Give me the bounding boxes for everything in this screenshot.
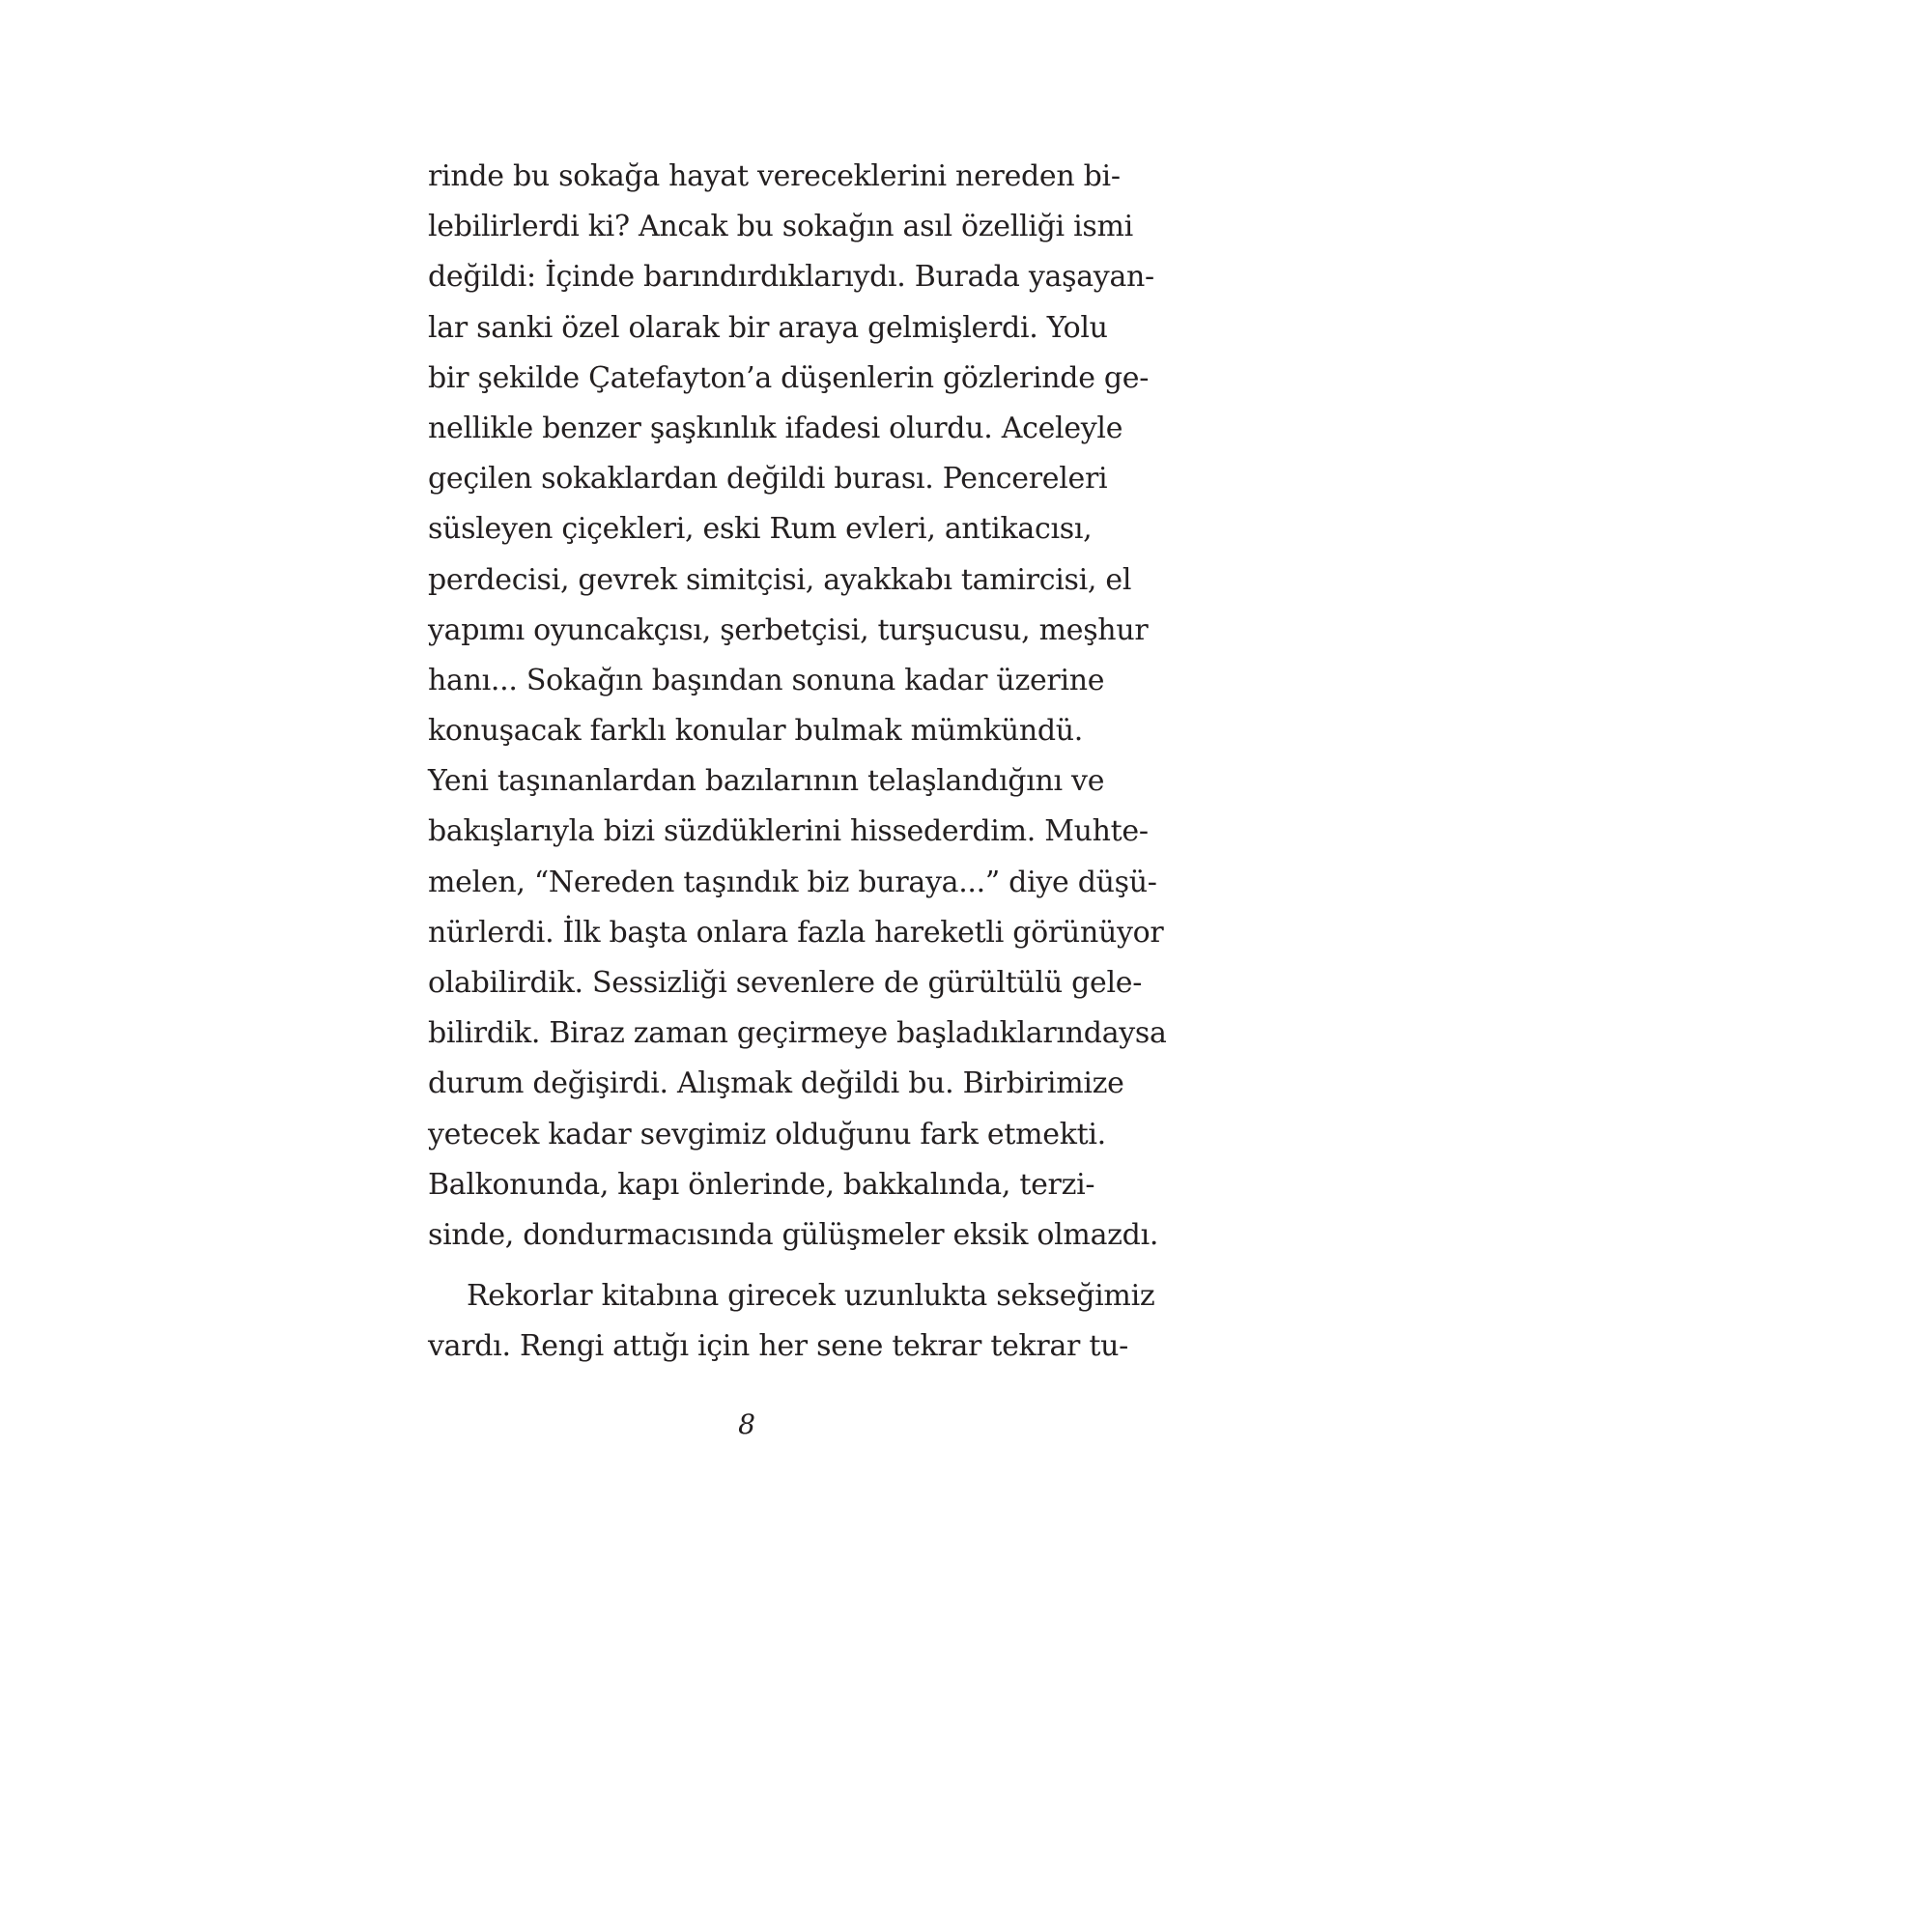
text-line: durum değişirdi. Alışmak değildi bu. Birbirimize bbox=[428, 1066, 1124, 1101]
text-line: nellikle benzer şaşkınlık ifadesi olurdu. Aceleyle bbox=[428, 411, 1123, 445]
text-line: lar sanki özel olarak bir araya gelmişlerdi. Yolu bbox=[428, 310, 1108, 345]
text-line: değildi: İçinde barındırdıklarıydı. Burada yaşayan- bbox=[428, 260, 1154, 295]
text-line: vardı. Rengi attığı için her sene tekrar tekrar tu- bbox=[428, 1329, 1128, 1364]
text-line: bilirdik. Biraz zaman geçirmeye başladıklarındaysa bbox=[428, 1016, 1167, 1051]
page-number: 8 bbox=[738, 1408, 755, 1440]
paragraph-break bbox=[428, 1261, 1065, 1271]
text-line: süsleyen çiçekleri, eski Rum evleri, antikacısı, bbox=[428, 512, 1093, 547]
text-line: Balkonunda, kapı önlerinde, bakkalında, terzi- bbox=[428, 1167, 1095, 1202]
text-line: melen, “Nereden taşındık biz buraya...” diye düşü- bbox=[428, 865, 1157, 899]
text-line: Rekorlar kitabına girecek uzunlukta sekseğimiz bbox=[467, 1279, 1155, 1314]
text-line: lebilirlerdi ki? Ancak bu sokağın asıl özelliği ismi bbox=[428, 210, 1133, 244]
text-line: bakışlarıyla bizi süzdüklerini hissederdim. Muhte- bbox=[428, 814, 1149, 849]
text-line: Yeni taşınanlardan bazılarının telaşlandığını ve bbox=[428, 764, 1105, 799]
text-line: yapımı oyuncakçısı, şerbetçisi, turşucusu, meşhur bbox=[428, 612, 1149, 647]
text-line: sinde, dondurmacısında gülüşmeler eksik olmazdı. bbox=[428, 1217, 1159, 1252]
text-line: hanı... Sokağın başından sonuna kadar üzerine bbox=[428, 663, 1105, 697]
text-line: nürlerdi. İlk başta onlara fazla hareketli görünüyor bbox=[428, 915, 1164, 950]
text-line: yetecek kadar sevgimiz olduğunu fark etmekti. bbox=[428, 1117, 1106, 1151]
text-line: rinde bu sokağa hayat vereceklerini nereden bi- bbox=[428, 159, 1121, 193]
text-line: bir şekilde Çatefayton’a düşenlerin gözlerinde ge- bbox=[428, 360, 1150, 395]
body-text bbox=[428, 152, 1167, 1373]
text-line: geçilen sokaklardan değildi burası. Pencereleri bbox=[428, 462, 1108, 497]
text-line: konuşacak farklı konular bulmak mümkündü. bbox=[428, 714, 1084, 749]
text-line: olabilirdik. Sessizliği sevenlere de gürültülü gele- bbox=[428, 966, 1143, 1000]
text-line: perdecisi, gevrek simitçisi, ayakkabı tamircisi, el bbox=[428, 562, 1132, 597]
